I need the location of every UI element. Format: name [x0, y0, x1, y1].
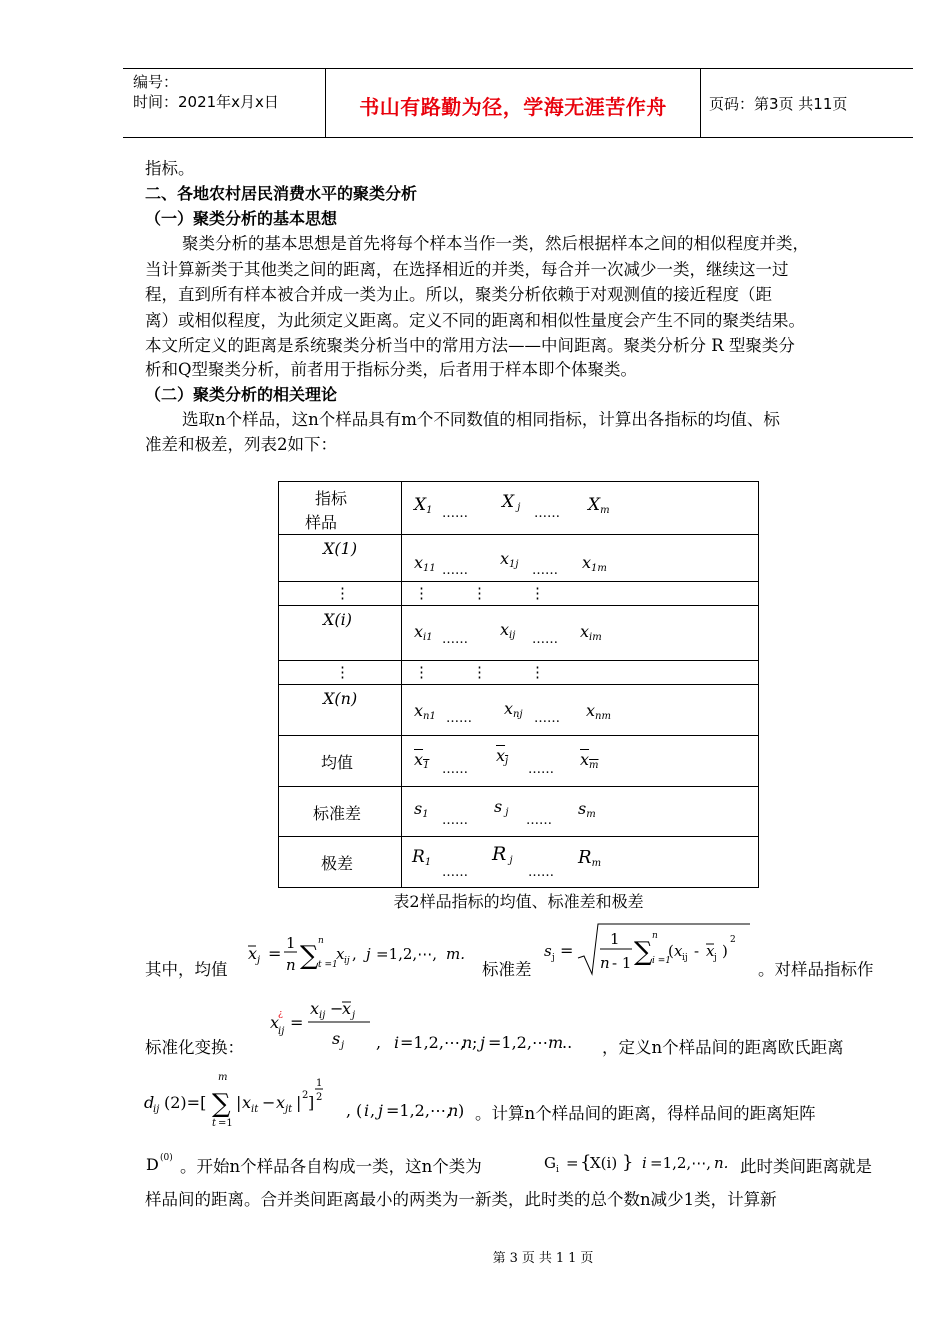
table-row: [279, 582, 759, 606]
svg-text:2: 2: [316, 1092, 323, 1103]
svg-text:D: D: [146, 1155, 159, 1174]
svg-text:x: x: [336, 945, 345, 963]
row-label-cell: [279, 787, 402, 837]
matrix-symbol: [144, 1148, 180, 1176]
svg-text:x: x: [248, 944, 258, 963]
row-values: $x_{11}$ …… $x_{1j}$ …… $x_{1m}$: [402, 535, 759, 582]
table-row: [279, 606, 759, 661]
section-heading: 二、各地农村居民消费水平的聚类分析: [145, 184, 418, 203]
row-label-cell: [279, 736, 402, 787]
vdots: ⋮: [335, 663, 350, 681]
row-label-cell: [279, 685, 402, 736]
svg-text:n: n: [448, 1101, 459, 1120]
svg-text:(: (: [668, 942, 674, 960]
svg-text:j: j: [341, 1040, 345, 1051]
svg-text:m: m: [218, 1072, 228, 1083]
svg-text:}: }: [622, 1152, 634, 1173]
svg-text:1: 1: [286, 934, 296, 952]
svg-text:s: s: [332, 1029, 341, 1048]
svg-text:1: 1: [316, 1078, 323, 1089]
svg-text:∑: ∑: [212, 1089, 231, 1119]
vdots-cell: [279, 582, 402, 606]
row-values: $x_{n1}$ …… $x_{nj}$ …… $x_{nm}$: [402, 685, 759, 736]
svg-text:ij: ij: [344, 956, 350, 966]
svg-text:¿: ¿: [278, 1009, 283, 1019]
svg-text:n: n: [462, 1033, 473, 1052]
vdots: ⋮: [414, 584, 429, 602]
ellipsis: ……: [442, 813, 468, 828]
text-define: ，定义n个样品间的距离欧氏距离: [602, 1038, 844, 1057]
svg-text:j: j: [257, 955, 261, 966]
svg-text:i: i: [642, 1154, 647, 1172]
svg-text:n: n: [318, 936, 324, 946]
table-header-row: [279, 482, 759, 535]
header-page-number: 页码：第3页 共11页: [709, 95, 848, 113]
svg-text:−: −: [330, 999, 344, 1018]
page-footer: 第3页共11页: [492, 1251, 598, 1266]
svg-text:t =1: t =1: [318, 960, 338, 970]
svg-text:,: ,: [346, 1101, 352, 1120]
svg-text:=1,2,⋯,: =1,2,⋯,: [376, 945, 437, 963]
svg-text:..: ..: [562, 1033, 573, 1052]
header-divider: [700, 69, 701, 137]
svg-text:=: =: [560, 941, 574, 960]
svg-text:ij: ij: [153, 1104, 160, 1115]
row-label-cell: [279, 535, 402, 582]
row-values: $s_1$ …… s $_j$ …… $s_m$: [402, 787, 759, 837]
svg-text:x: x: [276, 1093, 286, 1112]
svg-text:=1: =1: [218, 1118, 233, 1129]
row-label-cell: [279, 606, 402, 661]
svg-text:,: ,: [352, 945, 357, 963]
row-values: $x_{i1}$ …… $x_{ij}$ …… $x_{im}$: [402, 606, 759, 661]
svg-text:x: x: [342, 999, 352, 1018]
paragraph-line: 选取n个样品，这n个样品具有m个不同数值的相同指标，计算出各指标的均值、标: [182, 410, 780, 429]
svg-text:=1,2,⋯: =1,2,⋯: [488, 1033, 548, 1052]
text-standardize: 标准化变换：: [145, 1038, 244, 1057]
euclidean-distance-formula: [142, 1068, 482, 1130]
svg-text:(: (: [356, 1101, 363, 1120]
svg-text:-: -: [694, 942, 700, 960]
svg-text:n: n: [286, 956, 296, 974]
header-motto: 书山有路勤为径，学海无涯苦作舟: [359, 95, 667, 119]
svg-text:i: i: [556, 1165, 559, 1175]
text-line: 指标。: [145, 159, 195, 178]
vdots: ⋮: [530, 584, 545, 602]
svg-text:X(i): X(i): [590, 1154, 618, 1172]
svg-text:m.: m.: [446, 945, 465, 963]
ellipsis: ……: [442, 632, 468, 647]
table-caption: 表2样品指标的均值、标准差和极差: [393, 892, 644, 911]
svg-text:=1,2,⋯,: =1,2,⋯,: [400, 1033, 466, 1052]
svg-text:j: j: [378, 1101, 383, 1120]
ellipsis: ……: [442, 563, 468, 578]
table-row: [279, 837, 759, 888]
svg-text:]: ]: [308, 1093, 315, 1112]
vdots-cell: [279, 661, 402, 685]
vdots: ⋮: [335, 584, 350, 602]
table-row: [279, 661, 759, 685]
ellipsis: ……: [532, 563, 558, 578]
ellipsis: ……: [442, 865, 468, 880]
corner-cell: [279, 482, 402, 535]
text-note: 。对样品指标作: [758, 960, 874, 979]
svg-text:(2)=[: (2)=[: [164, 1093, 207, 1112]
svg-text:j: j: [352, 1010, 356, 1021]
paragraph-line: 本文所定义的距离是系统聚类分析当中的常用方法——中间距离。聚类分析分 R 型聚类分: [145, 336, 795, 355]
subsection-heading: （一）聚类分析的基本思想: [145, 209, 338, 228]
ellipsis: ……: [446, 711, 472, 726]
corner-bottom-label: 样品: [305, 513, 338, 532]
text-where: 其中，均值: [145, 960, 228, 979]
svg-text:∑: ∑: [300, 941, 319, 971]
text-start: 。开始n个样品各自构成一类，这n个类为: [180, 1157, 482, 1176]
svg-text:): ): [722, 942, 728, 960]
vdots: ⋮: [414, 663, 429, 681]
paragraph-line: 程，直到所有样本被合并成一类为止。所以，聚类分析依赖于对观测值的接近程度（距: [145, 285, 772, 304]
svg-text:t: t: [212, 1118, 217, 1129]
ellipsis: ……: [532, 632, 558, 647]
svg-text:it: it: [251, 1104, 259, 1115]
ellipsis: ……: [442, 506, 468, 521]
row-label: 均值: [321, 753, 354, 772]
row-values: $R_1$ …… R $_j$ …… $R_m$: [402, 837, 759, 888]
svg-text:1: 1: [610, 930, 620, 948]
ellipsis: ……: [528, 762, 554, 777]
svg-text:n.: n.: [714, 1154, 729, 1172]
svg-text:j: j: [480, 1033, 485, 1052]
mean-formula: [244, 926, 494, 978]
svg-text:x: x: [674, 942, 683, 960]
svg-text:=: =: [290, 1013, 304, 1032]
svg-text:d: d: [144, 1093, 155, 1112]
vdots-cell: [402, 582, 759, 606]
paragraph-line: 聚类分析的基本思想是首先将每个样本当作一类，然后根据样本之间的相似程度并类，: [182, 234, 809, 253]
svg-text:2: 2: [302, 1090, 309, 1101]
corner-top-label: 指标: [315, 489, 348, 508]
svg-text:i =1: i =1: [652, 956, 672, 966]
row-values: $x_1$ …… $x_j$ …… $x_m$: [402, 736, 759, 787]
subsection-heading: （二）聚类分析的相关理论: [145, 385, 338, 404]
svg-text:=1,2,⋯,: =1,2,⋯,: [386, 1101, 452, 1120]
row-label: X(i): [323, 610, 352, 629]
ellipsis: ……: [534, 506, 560, 521]
table-row: [279, 685, 759, 736]
table-row: [279, 535, 759, 582]
svg-text:- 1: - 1: [612, 954, 632, 972]
svg-text:{: {: [580, 1152, 592, 1173]
row-label-cell: [279, 837, 402, 888]
svg-text:m: m: [548, 1033, 564, 1052]
standardization-formula: [266, 998, 596, 1058]
ellipsis: ……: [534, 711, 560, 726]
header-values: $X_1$ …… X $_j$ …… $X_m$: [402, 482, 759, 535]
ellipsis: ……: [526, 813, 552, 828]
svg-text:|: |: [236, 1093, 242, 1112]
vdots: ⋮: [530, 663, 545, 681]
svg-text:): ): [458, 1101, 465, 1120]
paragraph-line: 当计算新类于其他类之间的距离，在选择相近的并类，每合并一次减少一类，继续这一过: [145, 260, 789, 279]
svg-text:|: |: [296, 1093, 302, 1112]
table-row: [279, 787, 759, 837]
svg-text:∑: ∑: [634, 937, 653, 967]
svg-text:x: x: [270, 1013, 280, 1032]
vdots: ⋮: [472, 663, 487, 681]
text-last: 样品间的距离。合并类间距离最小的两类为一新类，此时类的总个数n减少1类，计算新: [145, 1190, 777, 1209]
row-label: 极差: [321, 854, 354, 873]
row-label: X(1): [323, 539, 358, 558]
statistics-table: [278, 481, 759, 888]
svg-text:=: =: [566, 1154, 579, 1172]
vdots-cell: [402, 661, 759, 685]
table-row: [279, 736, 759, 787]
page-header: [123, 68, 913, 138]
header-meta: [133, 72, 279, 112]
svg-text:=: =: [268, 944, 282, 963]
row-label: X(n): [323, 689, 358, 708]
vdots: ⋮: [472, 584, 487, 602]
svg-text:jt: jt: [285, 1104, 293, 1115]
paragraph-line: 离）或相似程度，为此须定义距离。定义不同的距离和相似性量度会产生不同的聚类结果。: [145, 311, 805, 330]
svg-text:i: i: [364, 1101, 370, 1120]
svg-text:ij: ij: [319, 1010, 326, 1021]
svg-text:−: −: [262, 1093, 276, 1112]
ellipsis: ……: [528, 865, 554, 880]
text-std-label: 标准差: [482, 960, 532, 979]
text-calc: 。计算n个样品间的距离，得样品间的距离矩阵: [475, 1104, 816, 1123]
svg-text:ij: ij: [278, 1026, 285, 1037]
svg-text:s: s: [544, 942, 552, 960]
svg-text:j: j: [552, 953, 555, 963]
svg-text:x: x: [706, 942, 715, 960]
row-label: 标准差: [313, 804, 362, 823]
ellipsis: ……: [442, 762, 468, 777]
svg-text:x: x: [242, 1093, 252, 1112]
svg-text:;: ;: [472, 1033, 478, 1052]
svg-text:ij: ij: [682, 953, 688, 963]
paragraph-line: 准差和极差，列表2如下：: [145, 435, 337, 454]
svg-text:=1,2,⋯,: =1,2,⋯,: [650, 1154, 711, 1172]
svg-text:j: j: [714, 953, 717, 963]
class-formula: [542, 1146, 742, 1176]
doc-number-label: 编号：: [133, 73, 179, 91]
svg-text:n: n: [600, 954, 610, 972]
text-then: 此时类间距离就是: [740, 1157, 872, 1176]
svg-text:j: j: [366, 945, 371, 963]
std-formula: [540, 918, 756, 978]
svg-text:,: ,: [376, 1033, 382, 1052]
svg-text:,: ,: [370, 1101, 376, 1120]
svg-text:i: i: [394, 1033, 400, 1052]
svg-text:G: G: [544, 1154, 556, 1172]
doc-time-label: 时间：2021年x月x日: [133, 93, 279, 111]
svg-text:(0): (0): [160, 1153, 173, 1163]
svg-text:2: 2: [730, 935, 736, 945]
svg-text:n: n: [652, 931, 658, 941]
paragraph-line: 析和Q型聚类分析，前者用于指标分类，后者用于样本即个体聚类。: [145, 360, 638, 379]
svg-text:x: x: [310, 999, 320, 1018]
